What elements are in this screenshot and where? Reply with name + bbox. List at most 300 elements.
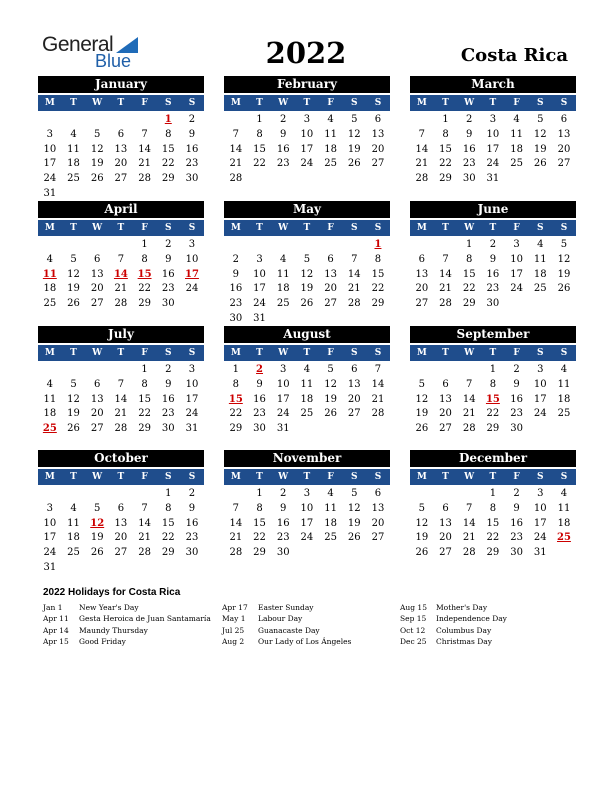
- day-cell: 14: [229, 143, 243, 155]
- weekday-header: M: [230, 98, 241, 108]
- day-cell: 19: [347, 517, 361, 529]
- month-name: May: [224, 201, 390, 218]
- holiday-name: Labour Day: [258, 614, 303, 624]
- day-cell: 23: [510, 408, 523, 420]
- month-june: [410, 201, 576, 312]
- weekday-header: M: [230, 223, 241, 233]
- empty-day-cell: [62, 113, 86, 128]
- day-cell: 6: [94, 253, 101, 265]
- day-cell: 2: [188, 488, 196, 499]
- holidays-title: 2022 Holidays for Costa Rica: [43, 587, 181, 598]
- month-name: July: [38, 326, 204, 343]
- day-cell: 25: [557, 408, 571, 420]
- day-cell: 12: [415, 393, 429, 405]
- day-cell: 17: [43, 158, 57, 170]
- page-title-year: 2022: [265, 36, 347, 70]
- day-cell: 23: [253, 408, 266, 420]
- day-cell: 29: [161, 547, 175, 559]
- weekday-header-row: [224, 469, 390, 485]
- day-cell: 16: [161, 268, 175, 280]
- day-cell: 31: [253, 312, 266, 324]
- day-cell: 7: [466, 502, 473, 514]
- day-cell: 6: [117, 128, 125, 140]
- holiday-date: Apr 14: [43, 625, 69, 635]
- day-cell: 3: [303, 114, 311, 125]
- day-cell: 5: [94, 502, 101, 514]
- weekday-header: S: [351, 223, 358, 233]
- empty-day-cell: [457, 487, 481, 502]
- day-cell: 6: [442, 502, 449, 514]
- day-cell: 16: [510, 393, 523, 405]
- holiday-date: Oct 12: [400, 625, 426, 635]
- weekday-header: T: [303, 223, 311, 233]
- weekday-header: F: [141, 98, 148, 108]
- day-cell: 12: [90, 143, 104, 155]
- day-cell: 1: [256, 488, 263, 499]
- weekday-header-row: [38, 469, 204, 485]
- day-cell: 20: [324, 283, 337, 295]
- holiday-row: [222, 636, 402, 647]
- day-cell: 15: [439, 143, 452, 155]
- weekday-header: W: [92, 98, 103, 108]
- day-cell: 3: [489, 114, 497, 125]
- day-cell: 17: [300, 143, 314, 155]
- weekday-header: S: [165, 348, 172, 358]
- day-cell: 11: [43, 393, 57, 405]
- day-cell: 3: [303, 488, 311, 499]
- day-cell: 3: [537, 364, 544, 375]
- weekday-header: W: [278, 472, 289, 482]
- weekday-header: W: [92, 223, 103, 233]
- day-cell: 27: [114, 173, 128, 185]
- day-cell: 7: [232, 128, 240, 140]
- weekday-header-row: [38, 345, 204, 361]
- day-cell: 2: [489, 239, 497, 250]
- day-cell: 20: [347, 393, 361, 405]
- day-cell: 8: [442, 128, 449, 140]
- day-cell: 9: [280, 128, 287, 140]
- empty-day-cell: [434, 238, 458, 253]
- weekday-header: F: [513, 472, 520, 482]
- day-cell: 20: [371, 517, 385, 529]
- day-cell: 30: [510, 423, 523, 435]
- day-cell: 23: [510, 532, 523, 544]
- holiday-date: Sep 15: [400, 614, 427, 624]
- day-cell: 22: [439, 158, 452, 170]
- day-cell: 20: [114, 158, 128, 170]
- weekday-header: S: [374, 348, 382, 358]
- day-cell: 24: [185, 283, 199, 295]
- day-cell: 16: [486, 268, 500, 280]
- day-cell: 13: [90, 393, 104, 405]
- day-cell: 2: [280, 488, 287, 499]
- empty-day-cell: [271, 238, 295, 253]
- empty-day-cell: [38, 363, 62, 378]
- month-february: [224, 76, 390, 187]
- weekday-header: S: [165, 472, 172, 482]
- weekday-header: F: [327, 223, 334, 233]
- empty-day-cell: [62, 363, 86, 378]
- weekday-header: M: [416, 472, 427, 482]
- holiday-day-cell: 15: [485, 393, 500, 405]
- day-cell: 26: [67, 423, 80, 435]
- day-cell: 27: [371, 158, 385, 170]
- weekday-header: S: [188, 98, 196, 108]
- day-cell: 20: [415, 283, 429, 295]
- empty-day-cell: [342, 238, 366, 253]
- day-cell: 30: [486, 298, 500, 310]
- day-cell: 10: [300, 128, 314, 140]
- empty-day-cell: [224, 487, 248, 502]
- weekday-header: M: [230, 348, 241, 358]
- day-cell: 19: [415, 532, 429, 544]
- weekday-header: S: [351, 348, 358, 358]
- day-cell: 22: [229, 408, 243, 420]
- weekday-header: M: [44, 472, 55, 482]
- day-cell: 19: [533, 143, 547, 155]
- day-cell: 23: [185, 158, 199, 170]
- day-cell: 7: [351, 253, 358, 265]
- day-cell: 20: [90, 283, 104, 295]
- day-cell: 2: [232, 253, 240, 265]
- weekday-header: M: [416, 98, 427, 108]
- holiday-row: [222, 613, 402, 624]
- weekday-header: T: [489, 98, 497, 108]
- day-cell: 6: [117, 502, 125, 514]
- holiday-row: [43, 636, 223, 647]
- month-name: April: [38, 201, 204, 218]
- empty-day-cell: [248, 238, 272, 253]
- month-name: December: [410, 450, 576, 467]
- day-cell: 12: [347, 128, 361, 140]
- day-cell: 9: [188, 502, 196, 514]
- day-cell: 13: [557, 128, 571, 140]
- month-may: [224, 201, 390, 327]
- day-cell: 12: [557, 253, 571, 265]
- day-cell: 9: [232, 268, 240, 280]
- weekday-header: W: [464, 472, 475, 482]
- day-cell: 25: [324, 158, 337, 170]
- day-cell: 15: [253, 143, 266, 155]
- day-cell: 16: [185, 517, 199, 529]
- day-cell: 22: [161, 532, 175, 544]
- empty-day-cell: [85, 363, 109, 378]
- weekday-header: T: [489, 223, 497, 233]
- weekday-header-row: [410, 469, 576, 485]
- day-cell: 14: [462, 393, 476, 405]
- day-cell: 13: [90, 268, 104, 280]
- day-cell: 20: [114, 532, 128, 544]
- weekday-header: S: [165, 98, 172, 108]
- holiday-name: Christmas Day: [436, 636, 492, 646]
- holiday-row: [222, 625, 402, 636]
- month-november: [224, 450, 390, 561]
- day-cell: 16: [462, 143, 476, 155]
- weekday-header: S: [351, 472, 358, 482]
- day-cell: 16: [161, 393, 175, 405]
- day-cell: 26: [67, 298, 80, 310]
- day-cell: 10: [253, 268, 266, 280]
- weekday-header: T: [256, 223, 263, 233]
- day-cell: 26: [557, 283, 571, 295]
- weekday-header: M: [416, 223, 427, 233]
- day-cell: 4: [70, 502, 77, 514]
- day-cell: 27: [557, 158, 571, 170]
- day-cell: 7: [232, 502, 240, 514]
- country-name: Costa Rica: [460, 45, 568, 66]
- day-cell: 16: [253, 393, 266, 405]
- day-cell: 6: [560, 114, 568, 125]
- day-cell: 10: [43, 143, 57, 155]
- holiday-name: Good Friday: [79, 636, 126, 646]
- empty-day-cell: [85, 487, 109, 502]
- day-cell: 5: [418, 502, 426, 514]
- day-cell: 7: [374, 364, 382, 375]
- weekday-header: T: [442, 223, 449, 233]
- empty-day-cell: [62, 487, 86, 502]
- weekday-header: S: [560, 98, 568, 108]
- weekday-header: S: [537, 348, 544, 358]
- day-cell: 7: [141, 128, 148, 140]
- weekday-header-row: [224, 220, 390, 236]
- day-cell: 21: [462, 532, 476, 544]
- day-cell: 15: [138, 393, 151, 405]
- holiday-row: [400, 613, 580, 624]
- day-cell: 19: [90, 158, 104, 170]
- day-cell: 8: [232, 378, 240, 390]
- weekday-header: F: [141, 223, 148, 233]
- day-cell: 3: [537, 488, 544, 499]
- day-cell: 18: [510, 143, 523, 155]
- day-cell: 31: [185, 423, 199, 435]
- day-grid: [410, 487, 576, 561]
- day-cell: 1: [165, 488, 172, 499]
- day-cell: 5: [418, 378, 426, 390]
- day-cell: 3: [46, 502, 54, 514]
- month-name: February: [224, 76, 390, 93]
- day-cell: 27: [371, 532, 385, 544]
- empty-day-cell: [319, 238, 343, 253]
- day-cell: 23: [185, 532, 199, 544]
- day-cell: 28: [347, 298, 361, 310]
- day-cell: 19: [557, 268, 571, 280]
- weekday-header: M: [44, 223, 55, 233]
- month-december: [410, 450, 576, 561]
- day-cell: 5: [327, 364, 334, 375]
- day-cell: 6: [374, 114, 382, 125]
- weekday-header: S: [560, 223, 568, 233]
- day-cell: 16: [229, 283, 243, 295]
- day-cell: 4: [70, 128, 77, 140]
- day-cell: 20: [371, 143, 385, 155]
- weekday-header: F: [141, 472, 148, 482]
- month-name: August: [224, 326, 390, 343]
- day-cell: 22: [253, 158, 266, 170]
- holiday-day-cell: 25: [42, 423, 57, 435]
- day-cell: 19: [415, 408, 429, 420]
- day-cell: 13: [371, 128, 385, 140]
- weekday-header-row: [224, 95, 390, 111]
- day-cell: 5: [351, 114, 358, 125]
- weekday-header: S: [374, 223, 382, 233]
- month-october: [38, 450, 204, 576]
- day-cell: 23: [276, 532, 290, 544]
- empty-day-cell: [410, 363, 434, 378]
- day-cell: 27: [415, 298, 429, 310]
- day-cell: 18: [67, 158, 80, 170]
- day-cell: 20: [439, 408, 452, 420]
- weekday-header: T: [70, 472, 77, 482]
- empty-day-cell: [434, 363, 458, 378]
- day-cell: 22: [138, 283, 151, 295]
- month-name: January: [38, 76, 204, 93]
- day-cell: 13: [439, 393, 452, 405]
- day-cell: 8: [489, 502, 497, 514]
- day-cell: 8: [466, 253, 473, 265]
- empty-day-cell: [410, 487, 434, 502]
- day-cell: 22: [486, 532, 500, 544]
- day-cell: 30: [161, 298, 175, 310]
- day-cell: 5: [537, 114, 544, 125]
- day-cell: 12: [67, 268, 80, 280]
- day-cell: 6: [351, 364, 358, 375]
- holiday-column: [43, 602, 223, 647]
- month-august: [224, 326, 390, 437]
- day-cell: 26: [347, 158, 361, 170]
- day-cell: 14: [371, 378, 385, 390]
- day-cell: 24: [253, 298, 266, 310]
- holiday-row: [400, 602, 580, 613]
- day-cell: 23: [161, 408, 175, 420]
- day-cell: 24: [510, 283, 523, 295]
- day-cell: 21: [229, 158, 243, 170]
- day-cell: 30: [229, 312, 243, 324]
- day-cell: 5: [560, 239, 568, 250]
- day-cell: 29: [229, 423, 243, 435]
- holiday-day-cell: 25: [557, 532, 571, 544]
- day-cell: 27: [90, 423, 104, 435]
- day-cell: 28: [229, 547, 243, 559]
- day-cell: 20: [557, 143, 571, 155]
- day-cell: 12: [347, 502, 361, 514]
- day-grid: [224, 363, 390, 437]
- day-cell: 2: [188, 114, 196, 125]
- day-cell: 29: [371, 298, 385, 310]
- weekday-header: S: [374, 472, 382, 482]
- day-cell: 4: [537, 239, 544, 250]
- day-cell: 12: [533, 128, 547, 140]
- weekday-header-row: [410, 95, 576, 111]
- empty-day-cell: [109, 487, 133, 502]
- day-cell: 29: [138, 423, 151, 435]
- holiday-name: Easter Sunday: [258, 603, 314, 612]
- day-cell: 8: [141, 378, 148, 390]
- weekday-header: S: [188, 348, 196, 358]
- day-cell: 28: [114, 423, 128, 435]
- day-cell: 6: [94, 378, 101, 390]
- day-cell: 3: [46, 128, 54, 140]
- day-cell: 25: [300, 408, 314, 420]
- day-cell: 7: [117, 378, 125, 390]
- day-cell: 8: [256, 128, 263, 140]
- day-cell: 10: [185, 378, 199, 390]
- day-cell: 21: [347, 283, 361, 295]
- empty-day-cell: [109, 238, 133, 253]
- month-name: March: [410, 76, 576, 93]
- day-cell: 11: [557, 378, 571, 390]
- empty-day-cell: [62, 238, 86, 253]
- empty-day-cell: [224, 113, 248, 128]
- day-cell: 9: [489, 253, 497, 265]
- day-cell: 22: [253, 532, 266, 544]
- day-cell: 21: [462, 408, 476, 420]
- day-grid: [38, 487, 204, 576]
- empty-day-cell: [410, 238, 434, 253]
- holiday-name: New Year's Day: [79, 603, 139, 612]
- day-cell: 6: [442, 378, 449, 390]
- holiday-date: Jul 25: [222, 625, 245, 635]
- day-cell: 8: [141, 253, 148, 265]
- day-cell: 11: [324, 128, 337, 140]
- weekday-header: W: [278, 98, 289, 108]
- day-grid: [38, 238, 204, 312]
- day-cell: 21: [114, 408, 128, 420]
- day-cell: 14: [439, 268, 452, 280]
- day-cell: 18: [300, 393, 314, 405]
- weekday-header: W: [92, 472, 103, 482]
- empty-day-cell: [133, 487, 157, 502]
- day-grid: [224, 487, 390, 561]
- day-cell: 2: [513, 364, 520, 375]
- day-cell: 24: [300, 158, 314, 170]
- day-cell: 26: [90, 547, 104, 559]
- day-cell: 30: [253, 423, 266, 435]
- day-cell: 15: [253, 517, 266, 529]
- holiday-row: [400, 636, 580, 647]
- day-grid: [224, 113, 390, 187]
- day-cell: 27: [90, 298, 104, 310]
- day-cell: 14: [347, 268, 361, 280]
- day-grid: [410, 113, 576, 187]
- day-cell: 16: [276, 143, 290, 155]
- day-cell: 26: [324, 408, 337, 420]
- day-cell: 29: [486, 423, 500, 435]
- weekday-header: W: [278, 223, 289, 233]
- day-cell: 6: [327, 253, 334, 265]
- day-cell: 6: [374, 488, 382, 499]
- holiday-day-cell: 14: [113, 268, 128, 280]
- day-cell: 9: [513, 378, 520, 390]
- day-cell: 28: [138, 173, 151, 185]
- holiday-date: Apr 17: [222, 603, 248, 612]
- empty-day-cell: [38, 487, 62, 502]
- day-cell: 1: [141, 239, 148, 250]
- weekday-header: S: [537, 472, 544, 482]
- day-cell: 27: [324, 298, 337, 310]
- empty-day-cell: [85, 238, 109, 253]
- holiday-day-cell: 15: [137, 268, 152, 280]
- holiday-day-cell: 1: [164, 114, 172, 125]
- day-cell: 11: [324, 502, 337, 514]
- weekday-header: S: [188, 472, 196, 482]
- day-cell: 13: [371, 502, 385, 514]
- day-cell: 9: [188, 128, 196, 140]
- day-cell: 9: [165, 253, 172, 265]
- day-cell: 19: [300, 283, 314, 295]
- holiday-row: [222, 602, 402, 613]
- day-cell: 11: [557, 502, 571, 514]
- day-cell: 27: [439, 547, 452, 559]
